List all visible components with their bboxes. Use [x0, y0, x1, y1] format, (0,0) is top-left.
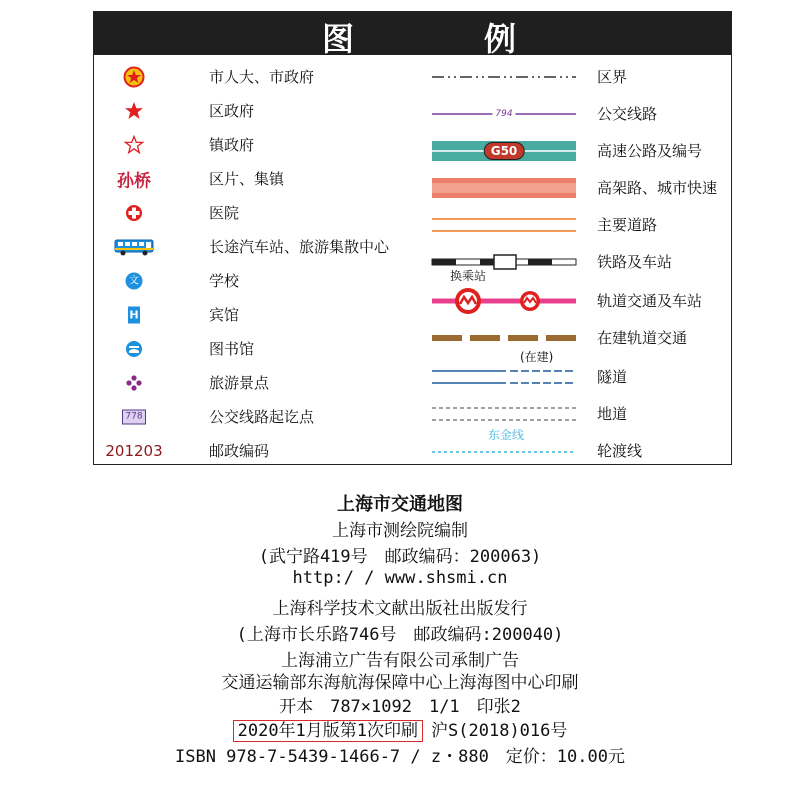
- legend-header: [94, 12, 731, 58]
- transfer-station-label: 换乘站: [450, 269, 487, 283]
- legend-item-label: 区政府: [209, 102, 255, 120]
- legend-item-label: 区片、集镇: [209, 170, 285, 188]
- metro-line: [430, 286, 578, 316]
- legend-item-label: 图书馆: [209, 340, 255, 358]
- advertising-agency: 上海浦立广告有限公司承制广告: [281, 651, 519, 671]
- legend-item-label: 隧道: [597, 368, 628, 386]
- legend-item-main-road: [94, 210, 732, 240]
- legend-item-bus-route: [94, 99, 732, 129]
- map-legend: [93, 11, 732, 465]
- hotel-icon: H: [129, 308, 139, 322]
- publisher: 上海科学技术文献出版社出版发行: [272, 599, 528, 619]
- compiler: 上海市测绘院编制: [332, 521, 468, 541]
- legend-item-label: 轨道交通及车站: [597, 292, 703, 310]
- legend-item-label: 区界: [597, 68, 628, 86]
- expressway-line: G50: [430, 136, 578, 166]
- legend-item-label: 市人大、市政府: [209, 68, 315, 86]
- legend-item-label: 邮政编码: [209, 442, 270, 460]
- legend-item-label: 铁路及车站: [597, 253, 673, 271]
- legend-item-label: 公交线路起讫点: [209, 408, 315, 426]
- edition-highlight-box: 2020年1月版第1次印刷: [233, 720, 423, 742]
- legend-item-expressway: [94, 136, 732, 166]
- underpass-line: [430, 399, 578, 429]
- legend-item-label: 宾馆: [209, 306, 240, 324]
- district-boundary-line: [430, 62, 578, 92]
- edition-line: [0, 716, 800, 741]
- elevated-road-line: [430, 173, 578, 203]
- legend-item-tunnel: [94, 350, 732, 392]
- school-icon: 文: [94, 266, 174, 296]
- printer: 交通运输部东海航海保障中心上海海图中心印刷: [221, 673, 579, 693]
- legend-title-char: 图: [322, 20, 355, 58]
- legend-item-label: 医院: [209, 204, 240, 222]
- legend-item-label: 旅游景点: [209, 374, 270, 392]
- legend-item-label: 地道: [597, 405, 628, 423]
- main-road-line: [430, 210, 578, 240]
- legend-item-label: 长途汽车站、旅游集散中心: [209, 238, 390, 256]
- legend-item-label: 镇政府: [209, 136, 255, 154]
- isbn-price: ISBN 978-7-5439-1466-7 / z・880 定价：10.00元: [175, 747, 625, 767]
- postcode-sample: 201203: [105, 442, 163, 460]
- ferry-line: [430, 436, 578, 465]
- legend-item-label: 高架路、城市快速: [597, 179, 718, 197]
- legend-item-railway: [94, 247, 732, 277]
- approval-number: 沪S(2018)016号: [431, 721, 568, 741]
- legend-item-label: 轮渡线: [597, 442, 643, 460]
- legend-item-ferry: [94, 428, 732, 465]
- format-info: 开本 787×1092 1/1 印张2: [279, 697, 521, 717]
- publisher-address: (上海市长乐路746号 邮政编码:200040): [236, 625, 564, 645]
- legend-item-label: 主要道路: [597, 216, 658, 234]
- tunnel-line: [430, 362, 578, 392]
- place-name-sample: 孙桥: [117, 171, 151, 192]
- legend-item-label: 高速公路及编号: [597, 142, 703, 160]
- metro-under-construction-line: [430, 323, 578, 353]
- bus-route-line: 794: [430, 99, 578, 129]
- website: http:/ / www.shsmi.cn: [292, 568, 508, 588]
- bus-terminal-icon: 778: [94, 402, 174, 432]
- legend-item-label: 学校: [209, 272, 240, 290]
- legend-item-district-boundary: [94, 62, 732, 92]
- legend-item-label: 在建轨道交通: [597, 329, 688, 347]
- legend-item-elevated-road: [94, 173, 732, 203]
- legend-item-underpass: [94, 399, 732, 429]
- legend-title-char: 例: [484, 20, 517, 58]
- map-title: 上海市交通地图: [337, 494, 463, 515]
- ferry-route-name: 东金线: [488, 428, 525, 442]
- under-construction-note: (在建): [520, 350, 554, 364]
- legend-item-metro-under-construction: [94, 323, 732, 353]
- compiler-address: (武宁路419号 邮政编码：200063): [258, 547, 542, 567]
- legend-item-label: 公交线路: [597, 105, 658, 123]
